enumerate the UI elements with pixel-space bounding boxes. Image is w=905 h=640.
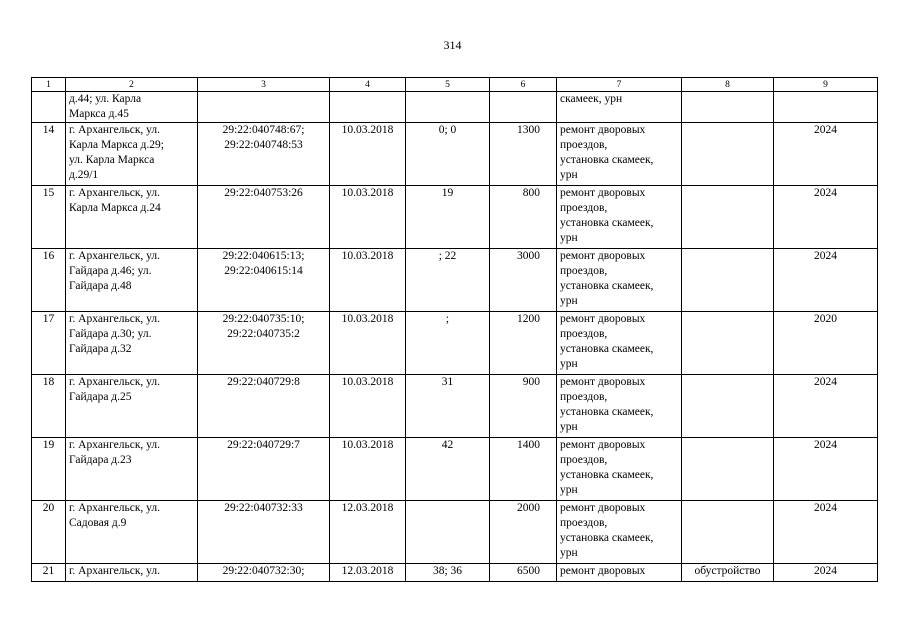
cadastral-number-cell-line: 29:22:040748:53 <box>224 139 303 151</box>
cadastral-number-cell <box>198 249 330 312</box>
works-cell-line: урн <box>560 547 578 559</box>
cadastral-number-cell-line: 29:22:040753:26 <box>224 187 303 199</box>
date-cell: 12.03.2018 <box>330 564 406 582</box>
column-8-cell <box>682 249 774 312</box>
works-cell-line: урн <box>560 421 578 433</box>
area-cell: 800 <box>490 186 557 249</box>
date-cell: 10.03.2018 <box>330 312 406 375</box>
year-cell: 2020 <box>774 312 878 375</box>
row-number-cell: 17 <box>32 312 66 375</box>
column-5-cell: 19 <box>406 186 490 249</box>
address-cell-line: Гайдара д.48 <box>69 280 132 292</box>
row-number-cell: 15 <box>32 186 66 249</box>
column-5-cell: 31 <box>406 375 490 438</box>
table-row <box>32 123 878 186</box>
year-cell: 2024 <box>774 564 878 582</box>
works-cell-line: скамеек, урн <box>560 93 623 105</box>
works-cell-line: установка скамеек, <box>560 217 654 229</box>
area-cell <box>490 92 557 123</box>
date-cell: 10.03.2018 <box>330 249 406 312</box>
address-cell <box>66 375 198 438</box>
works-cell-line: установка скамеек, <box>560 469 654 481</box>
works-cell-line: проездов, <box>560 517 608 529</box>
row-number-cell: 18 <box>32 375 66 438</box>
column-5-cell: 0; 0 <box>406 123 490 186</box>
column-8-cell <box>682 438 774 501</box>
address-cell-line: г. Архангельск, ул. <box>69 439 161 451</box>
address-cell-line: г. Архангельск, ул. <box>69 502 161 514</box>
address-cell <box>66 501 198 564</box>
date-cell: 12.03.2018 <box>330 501 406 564</box>
address-cell <box>66 438 198 501</box>
address-cell-line: г. Архангельск, ул. <box>69 124 161 136</box>
works-cell-line: проездов, <box>560 139 608 151</box>
column-header-row <box>32 78 878 92</box>
area-cell: 1200 <box>490 312 557 375</box>
address-cell-line: Садовая д.9 <box>69 517 127 529</box>
address-cell-line: г. Архангельск, ул. <box>69 565 161 577</box>
area-cell: 1300 <box>490 123 557 186</box>
year-cell: 2024 <box>774 375 878 438</box>
address-cell-line: Гайдара д.32 <box>69 343 132 355</box>
address-cell <box>66 249 198 312</box>
works-cell-line: урн <box>560 169 578 181</box>
column-5-cell: 42 <box>406 438 490 501</box>
table-row <box>32 501 878 564</box>
column-header: 9 <box>774 78 878 92</box>
works-cell-line: ремонт дворовых <box>560 250 646 262</box>
works-cell-line: установка скамеек, <box>560 280 654 292</box>
register-table <box>31 77 878 582</box>
cadastral-number-cell <box>198 438 330 501</box>
address-cell-line: г. Архангельск, ул. <box>69 187 161 199</box>
year-cell: 2024 <box>774 501 878 564</box>
works-cell-line: ремонт дворовых <box>560 313 646 325</box>
works-cell <box>557 92 682 123</box>
cadastral-number-cell-line: 29:22:040729:8 <box>227 376 300 388</box>
cadastral-number-cell <box>198 123 330 186</box>
cadastral-number-cell-line: 29:22:040748:67; <box>222 124 305 136</box>
works-cell-line: ремонт дворовых <box>560 502 646 514</box>
row-number-cell <box>32 92 66 123</box>
works-cell-line: проездов, <box>560 328 608 340</box>
column-header: 3 <box>198 78 330 92</box>
cadastral-number-cell <box>198 186 330 249</box>
address-cell-line: Гайдара д.25 <box>69 391 132 403</box>
address-cell <box>66 312 198 375</box>
year-cell: 2024 <box>774 186 878 249</box>
works-cell <box>557 564 682 582</box>
year-cell: 2024 <box>774 249 878 312</box>
works-cell <box>557 501 682 564</box>
column-5-cell <box>406 501 490 564</box>
works-cell <box>557 249 682 312</box>
works-cell-line: установка скамеек, <box>560 532 654 544</box>
works-cell <box>557 438 682 501</box>
address-cell-line: д.29/1 <box>69 169 99 181</box>
cadastral-number-cell-line: 29:22:040615:13; <box>222 250 305 262</box>
address-cell-line: Гайдара д.46; ул. <box>69 265 152 277</box>
address-cell-line: Гайдара д.30; ул. <box>69 328 152 340</box>
column-header: 8 <box>682 78 774 92</box>
works-cell-line: ремонт дворовых <box>560 187 646 199</box>
column-8-cell <box>682 501 774 564</box>
column-header: 7 <box>557 78 682 92</box>
table-row <box>32 92 878 123</box>
column-header: 4 <box>330 78 406 92</box>
year-cell: 2024 <box>774 123 878 186</box>
cadastral-number-cell-line: 29:22:040729:7 <box>227 439 300 451</box>
year-cell: 2024 <box>774 438 878 501</box>
cadastral-number-cell <box>198 564 330 582</box>
cadastral-number-cell-line: 29:22:040735:10; <box>222 313 305 325</box>
address-cell <box>66 186 198 249</box>
works-cell-line: проездов, <box>560 202 608 214</box>
address-cell <box>66 564 198 582</box>
works-cell-line: ремонт дворовых <box>560 565 646 577</box>
cadastral-number-cell <box>198 375 330 438</box>
table-row <box>32 438 878 501</box>
area-cell: 3000 <box>490 249 557 312</box>
column-header: 6 <box>490 78 557 92</box>
area-cell: 900 <box>490 375 557 438</box>
cadastral-number-cell-line: 29:22:040732:33 <box>224 502 303 514</box>
row-number-cell: 14 <box>32 123 66 186</box>
row-number-cell: 20 <box>32 501 66 564</box>
works-cell <box>557 186 682 249</box>
cadastral-number-cell <box>198 501 330 564</box>
area-cell: 6500 <box>490 564 557 582</box>
date-cell: 10.03.2018 <box>330 123 406 186</box>
cadastral-number-cell <box>198 92 330 123</box>
year-cell <box>774 92 878 123</box>
column-5-cell: ; 22 <box>406 249 490 312</box>
column-8-cell <box>682 312 774 375</box>
column-8-cell <box>682 92 774 123</box>
row-number-cell: 21 <box>32 564 66 582</box>
works-cell <box>557 375 682 438</box>
table-row <box>32 375 878 438</box>
address-cell-line: Гайдара д.23 <box>69 454 132 466</box>
works-cell-line: ремонт дворовых <box>560 376 646 388</box>
address-cell-line: Маркса д.45 <box>69 108 129 120</box>
column-8-cell <box>682 375 774 438</box>
cadastral-number-cell-line: 29:22:040735:2 <box>227 328 300 340</box>
cadastral-number-cell <box>198 312 330 375</box>
date-cell <box>330 92 406 123</box>
address-cell-line: Карла Маркса д.29; <box>69 139 164 151</box>
column-5-cell: ; <box>406 312 490 375</box>
address-cell-line: г. Архангельск, ул. <box>69 250 161 262</box>
table-row <box>32 186 878 249</box>
works-cell-line: установка скамеек, <box>560 154 654 166</box>
works-cell-line: установка скамеек, <box>560 343 654 355</box>
column-8-cell <box>682 123 774 186</box>
page-number: 314 <box>443 38 462 52</box>
row-number-cell: 16 <box>32 249 66 312</box>
address-cell <box>66 123 198 186</box>
area-cell: 1400 <box>490 438 557 501</box>
works-cell <box>557 123 682 186</box>
works-cell-line: установка скамеек, <box>560 406 654 418</box>
works-cell-line: урн <box>560 484 578 496</box>
date-cell: 10.03.2018 <box>330 186 406 249</box>
works-cell-line: проездов, <box>560 454 608 466</box>
address-cell-line: Карла Маркса д.24 <box>69 202 161 214</box>
address-cell-line: ул. Карла Маркса <box>69 154 155 166</box>
row-number-cell: 19 <box>32 438 66 501</box>
column-header: 2 <box>66 78 198 92</box>
column-5-cell <box>406 92 490 123</box>
column-header: 1 <box>32 78 66 92</box>
table-row <box>32 312 878 375</box>
works-cell-line: урн <box>560 295 578 307</box>
works-cell-line: урн <box>560 358 578 370</box>
works-cell-line: ремонт дворовых <box>560 439 646 451</box>
address-cell <box>66 92 198 123</box>
works-cell-line: ремонт дворовых <box>560 124 646 136</box>
works-cell-line: проездов, <box>560 391 608 403</box>
column-8-cell: обустройство <box>682 564 774 582</box>
area-cell: 2000 <box>490 501 557 564</box>
cadastral-number-cell-line: 29:22:040732:30; <box>222 565 305 577</box>
cadastral-number-cell-line: 29:22:040615:14 <box>224 265 303 277</box>
works-cell-line: урн <box>560 232 578 244</box>
address-cell-line: г. Архангельск, ул. <box>69 313 161 325</box>
address-cell-line: д.44; ул. Карла <box>69 93 142 105</box>
column-5-cell: 38; 36 <box>406 564 490 582</box>
table-row <box>32 564 878 582</box>
date-cell: 10.03.2018 <box>330 375 406 438</box>
date-cell: 10.03.2018 <box>330 438 406 501</box>
works-cell <box>557 312 682 375</box>
column-header: 5 <box>406 78 490 92</box>
works-cell-line: проездов, <box>560 265 608 277</box>
address-cell-line: г. Архангельск, ул. <box>69 376 161 388</box>
column-8-cell <box>682 186 774 249</box>
table-row <box>32 249 878 312</box>
